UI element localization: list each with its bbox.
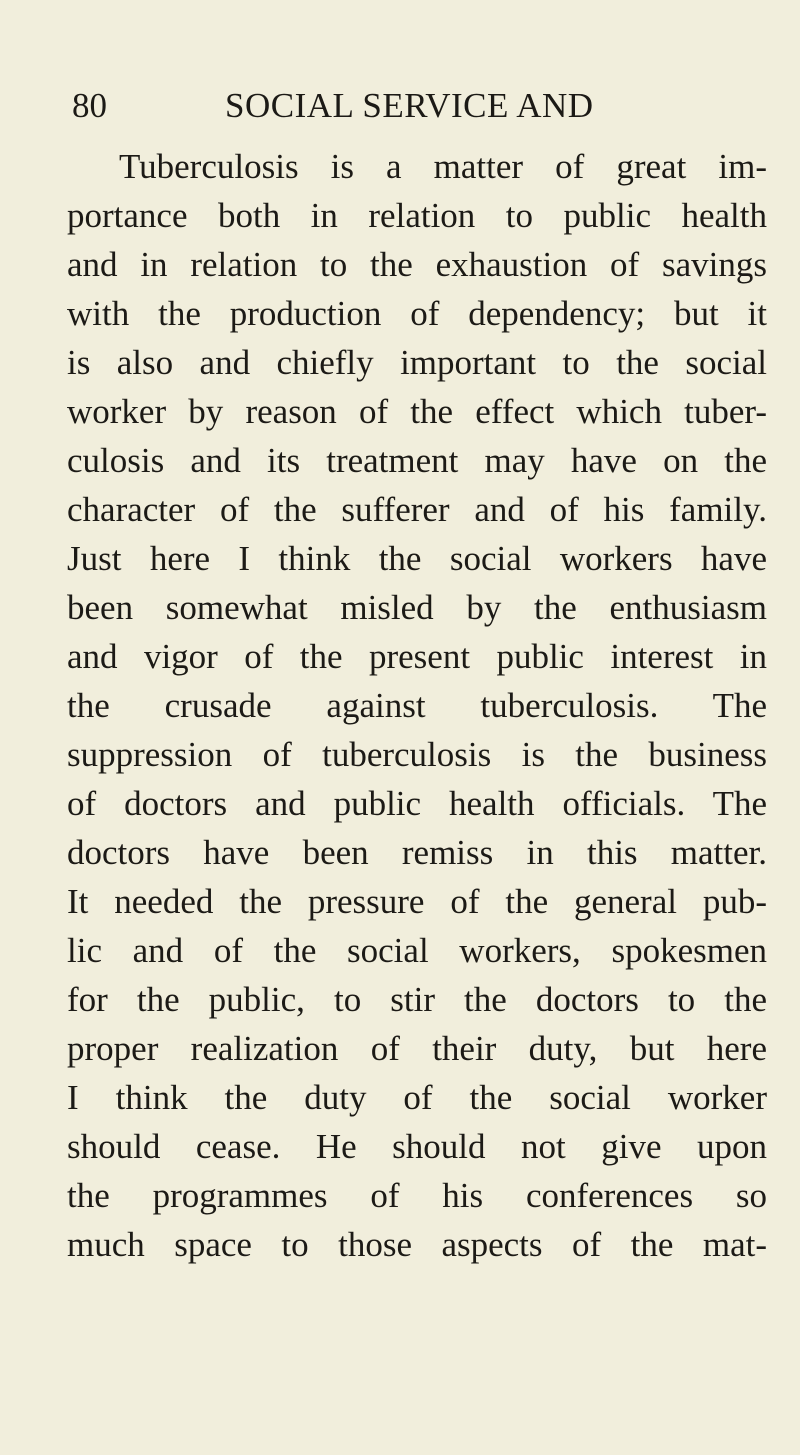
text-line: should cease. He should not give upon <box>67 1127 767 1166</box>
text-line: portance both in relation to public health <box>67 196 767 235</box>
text-line: culosis and its treatment may have on the <box>67 441 767 480</box>
text-line: the crusade against tuberculosis. The <box>67 686 767 725</box>
text-line: much space to those aspects of the mat- <box>67 1225 767 1264</box>
text-line: I think the duty of the social worker <box>67 1078 767 1117</box>
text-line: doctors have been remiss in this matter. <box>67 833 767 872</box>
page-number: 80 <box>72 86 107 125</box>
text-line: and vigor of the present public interest in <box>67 637 767 676</box>
text-line: Tuberculosis is a matter of great im- <box>119 147 767 186</box>
text-line: lic and of the social workers, spokesmen <box>67 931 767 970</box>
text-line: and in relation to the exhaustion of savings <box>67 245 767 284</box>
text-line: for the public, to stir the doctors to the <box>67 980 767 1019</box>
text-line: the programmes of his conferences so <box>67 1176 767 1215</box>
text-line: It needed the pressure of the general pub- <box>67 882 767 921</box>
text-line: with the production of dependency; but it <box>67 294 767 333</box>
text-line: Just here I think the social workers have <box>67 539 767 578</box>
running-title: SOCIAL SERVICE AND <box>225 86 594 125</box>
text-line: worker by reason of the effect which tuber- <box>67 392 767 431</box>
text-line: been somewhat misled by the enthusiasm <box>67 588 767 627</box>
text-line: of doctors and public health officials. The <box>67 784 767 823</box>
body-paragraph <box>67 142 767 1269</box>
text-line: character of the sufferer and of his family. <box>67 490 767 529</box>
running-head <box>72 80 732 132</box>
text-line: is also and chiefly important to the social <box>67 343 767 382</box>
text-line: suppression of tuberculosis is the business <box>67 735 767 774</box>
text-line: proper realization of their duty, but here <box>67 1029 767 1068</box>
